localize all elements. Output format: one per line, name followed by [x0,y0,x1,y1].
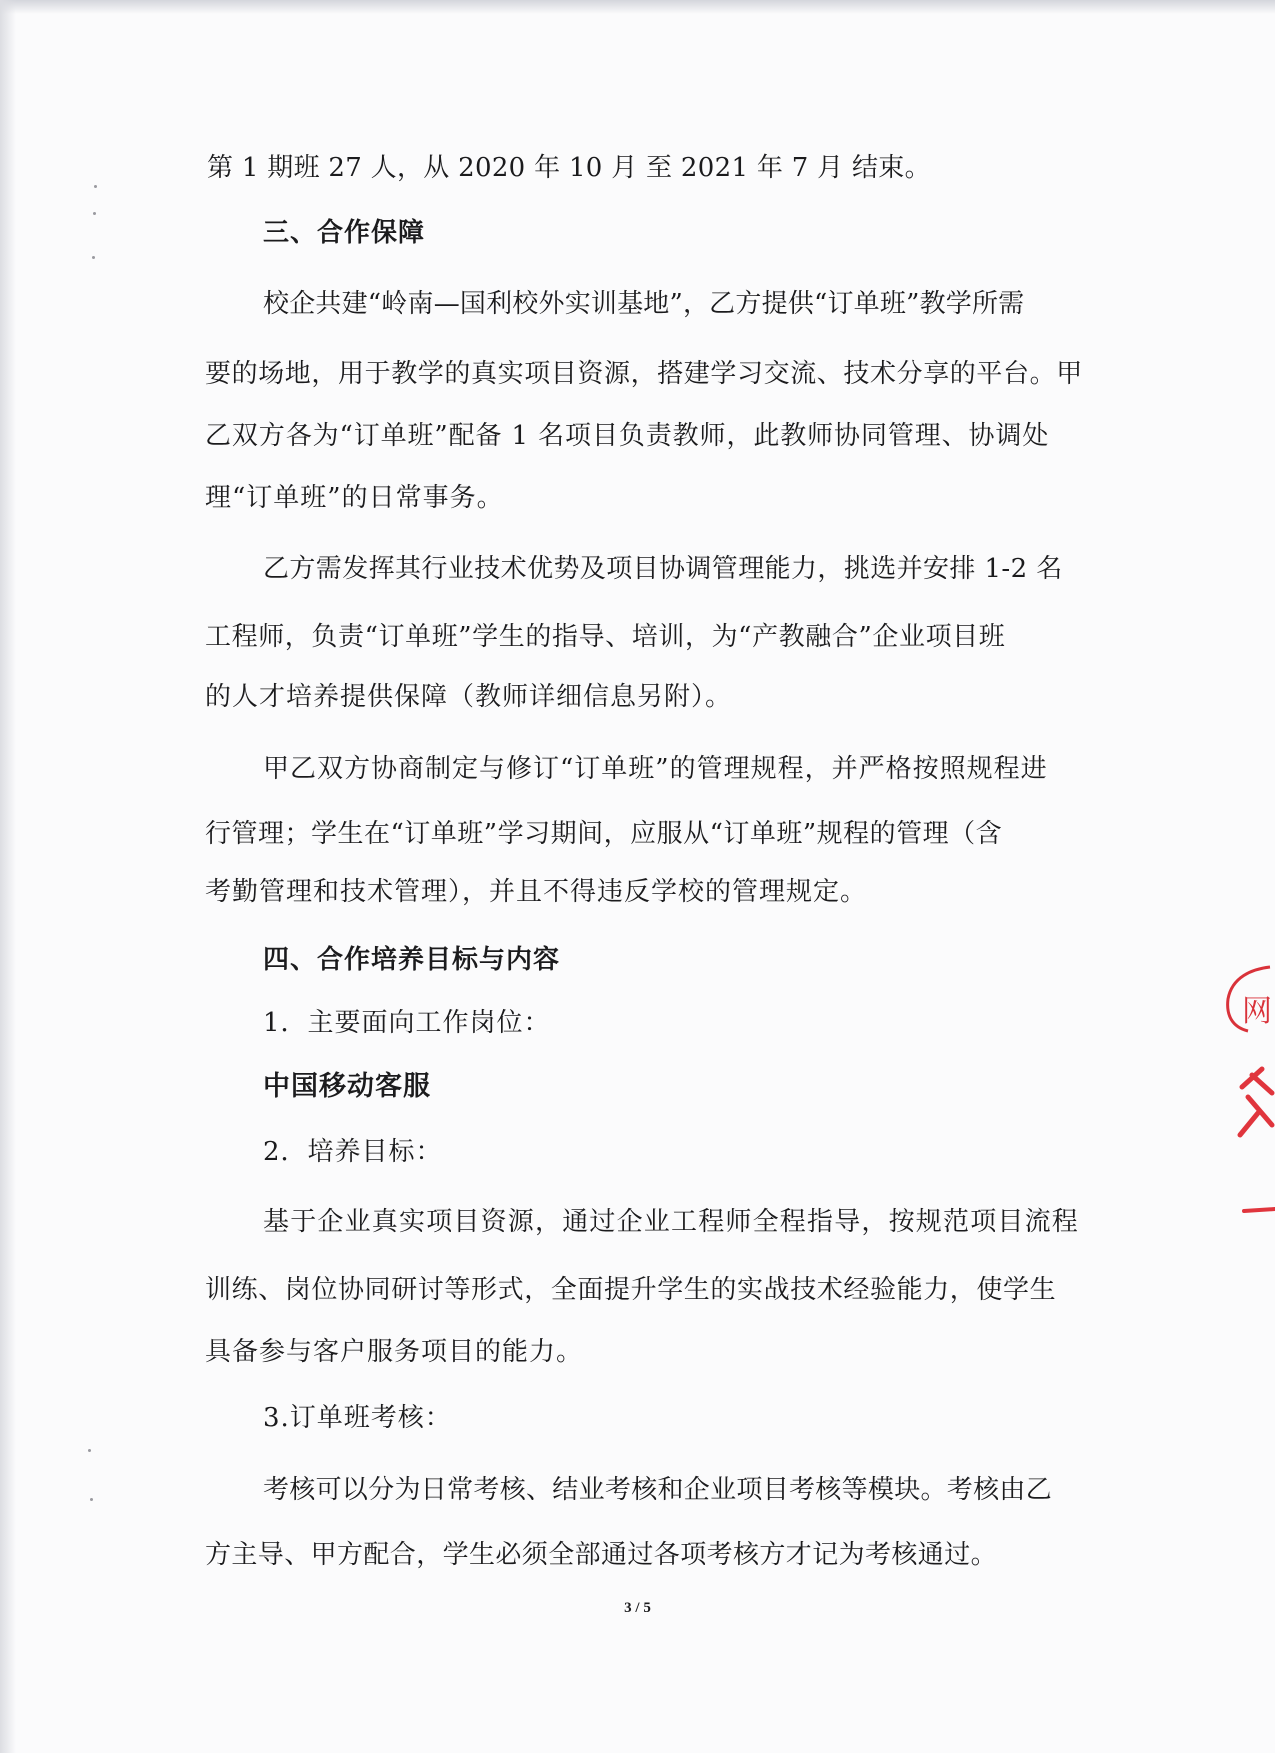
numbered-item: 3.订单班考核： [263,1403,452,1433]
scan-speck [93,212,96,215]
page-number: 3 / 5 [624,1600,651,1616]
red-seal-fragment [1222,965,1275,1235]
text-line: 训练、岗位协同研讨等形式，全面提升学生的实战技术经验能力，使学生 [205,1275,1057,1305]
svg-text:网: 网 [1242,994,1272,1029]
scan-speck [90,1498,93,1501]
text-line: 第 1 期班 27 人，从 2020 年 10 月 至 2021 年 7 月 结束。 [207,153,931,183]
text-line: 校企共建“岭南—国利校外实训基地”，乙方提供“订单班”教学所需 [263,289,1025,319]
text-line: 方主导、甲方配合，学生必须全部通过各项考核方才记为考核通过。 [205,1540,998,1570]
text-line: 行管理；学生在“订单班”学习期间，应服从“订单班”规程的管理（含 [205,819,1003,849]
scan-speck [94,185,97,188]
text-line: 考勤管理和技术管理），并且不得违反学校的管理规定。 [205,877,868,907]
text-line: 工程师，负责“订单班”学生的指导、培训，为“产教融合”企业项目班 [205,622,1006,652]
text-line: 具备参与客户服务项目的能力。 [205,1337,584,1367]
text-line: 要的场地，用于教学的真实项目资源，搭建学习交流、技术分享的平台。甲 [205,359,1083,389]
section-heading: 四、合作培养目标与内容 [263,945,561,975]
text-line: 甲乙双方协商制定与修订“订单班”的管理规程，并严格按照规程进 [263,754,1048,784]
scan-speck [88,1449,91,1452]
numbered-item: 1．主要面向工作岗位： [263,1008,551,1038]
numbered-item: 2．培养目标： [263,1137,443,1167]
scan-edge-left [0,0,16,1753]
scan-speck [92,256,95,259]
text-line: 理“订单班”的日常事务。 [205,483,504,513]
text-line: 基于企业真实项目资源，通过企业工程师全程指导，按规范项目流程 [263,1207,1080,1237]
text-line: 考核可以分为日常考核、结业考核和企业项目考核等模块。考核由乙 [263,1475,1053,1505]
job-position: 中国移动客服 [263,1071,431,1102]
text-line: 乙方需发挥其行业技术优势及项目协调管理能力，挑选并安排 1-2 名 [263,554,1063,584]
section-heading: 三、合作保障 [263,218,426,248]
text-line: 的人才培养提供保障（教师详细信息另附）。 [205,682,733,712]
scan-edge-top [0,0,1275,14]
text-line: 乙双方各为“订单班”配备 1 名项目负责教师，此教师协同管理、协调处 [205,421,1050,451]
